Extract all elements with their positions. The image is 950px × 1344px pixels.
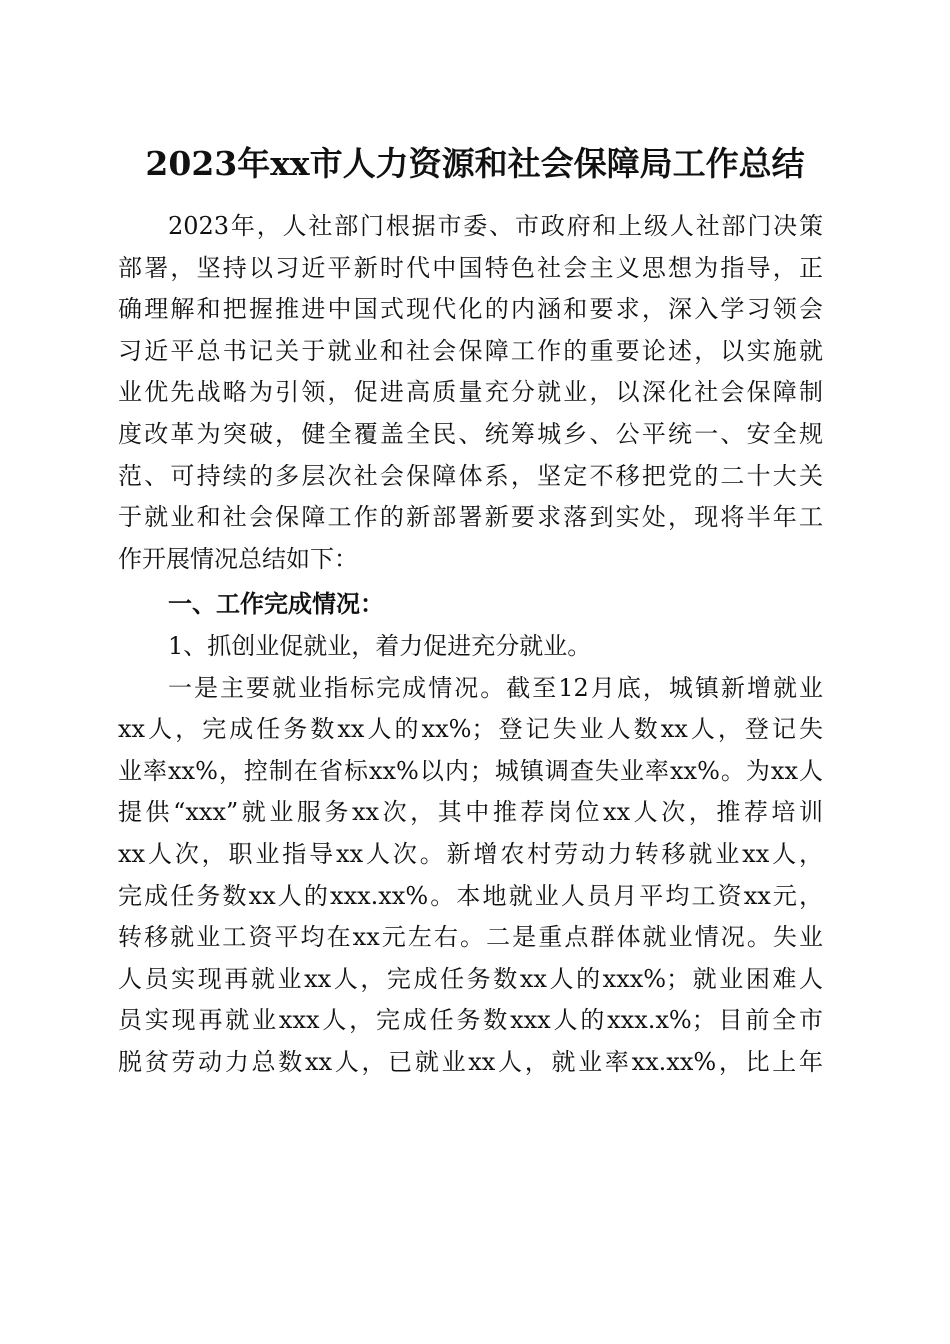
text-line: 习近平总书记关于就业和社会保障工作的重要论述，以实施就 [118, 336, 823, 365]
text-line: 度改革为突破，健全覆盖全民、统筹城乡、公平统一、安全规 [118, 419, 823, 448]
text-line: 范、可持续的多层次社会保障体系，坚定不移把党的二十大关 [118, 461, 823, 490]
text-line: 人员实现再就业xx人，完成任务数xx人的xxx%；就业困难人 [118, 964, 823, 993]
text-line: 作开展情况总结如下： [118, 544, 358, 573]
section-heading: 一、工作完成情况： [168, 590, 384, 619]
subsection-heading: 1、抓创业促就业，着力促进充分就业。 [168, 631, 592, 660]
text-line: 转移就业工资平均在xx元左右。二是重点群体就业情况。失业 [118, 923, 823, 952]
text-line: 于就业和社会保障工作的新部署新要求落到实处，现将半年工 [118, 503, 823, 532]
detail-paragraph [118, 668, 823, 1084]
document-title: 2023年xx市人力资源和社会保障局工作总结 [145, 144, 805, 183]
text-line: 业优先战略为引领，促进高质量充分就业，以深化社会保障制 [118, 378, 823, 407]
text-line: xx人，完成任务数xx人的xx%；登记失业人数xx人，登记失 [118, 715, 823, 744]
text-line: 2023年，人社部门根据市委、市政府和上级人社部门决策 [168, 212, 823, 240]
text-line: 员实现再就业xxx人，完成任务数xxx人的xxx.x%；目前全市 [118, 1006, 823, 1035]
intro-paragraph [118, 206, 823, 580]
text-line: 完成任务数xx人的xxx.xx%。本地就业人员月平均工资xx元， [118, 881, 823, 910]
text-line: 业率xx%，控制在省标xx%以内；城镇调查失业率xx%。为xx人 [118, 756, 823, 785]
text-line: 提供“xxx”就业服务xx次，其中推荐岗位xx人次，推荐培训 [118, 798, 823, 827]
text-line: 部署，坚持以习近平新时代中国特色社会主义思想为指导，正 [118, 253, 823, 282]
text-line: xx人次，职业指导xx人次。新增农村劳动力转移就业xx人， [118, 839, 823, 868]
document-body [118, 206, 823, 1083]
text-line: 脱贫劳动力总数xx人，已就业xx人，就业率xx.xx%，比上年 [118, 1047, 823, 1076]
text-line: 确理解和把握推进中国式现代化的内涵和要求，深入学习领会 [118, 295, 823, 324]
text-line: 一是主要就业指标完成情况。截至12月底，城镇新增就业 [168, 673, 823, 702]
